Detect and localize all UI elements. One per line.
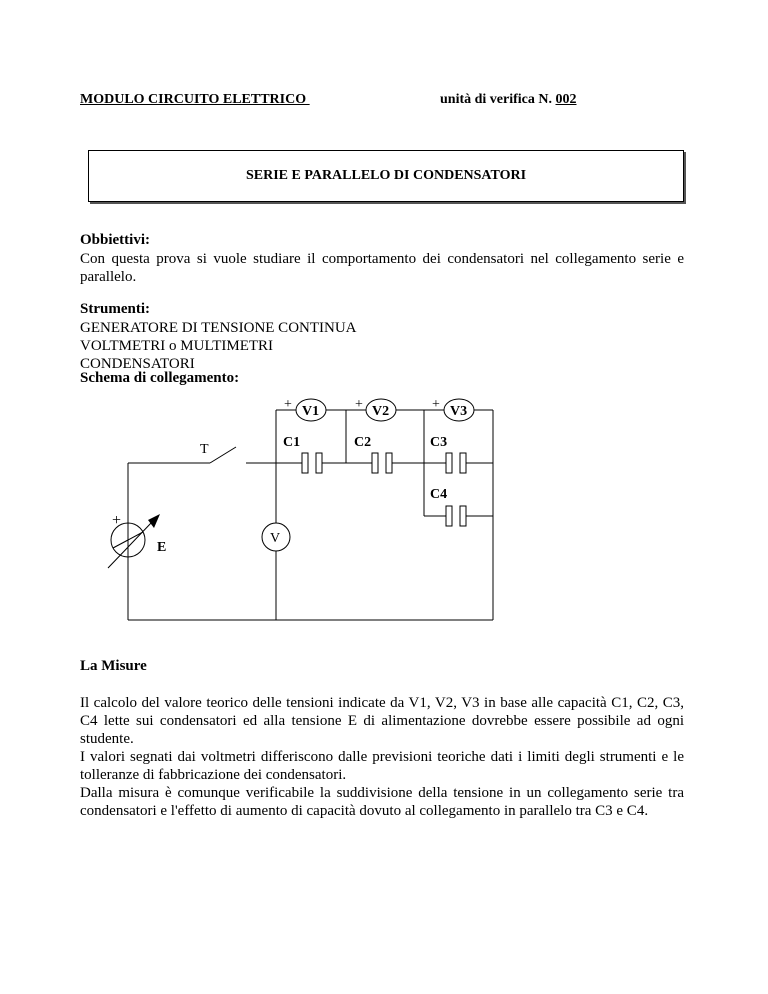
capacitor-c4-symbol bbox=[446, 506, 466, 526]
label-c1: C1 bbox=[283, 435, 301, 450]
measures-heading: La Misure bbox=[80, 658, 147, 674]
capacitor-c2-symbol bbox=[372, 453, 392, 473]
plus-sign: + bbox=[432, 397, 440, 412]
objectives-text: Con questa prova si vuole studiare il comportamento dei condensatori nel collegamento serie e parallelo. bbox=[80, 251, 684, 285]
label-v: V bbox=[270, 531, 281, 546]
label-t: T bbox=[200, 442, 209, 457]
label-v3: V3 bbox=[450, 404, 468, 419]
label-v2: V2 bbox=[372, 404, 390, 419]
instrument-item: VOLTMETRI o MULTIMETRI bbox=[80, 338, 274, 354]
unit-prefix: unità di verifica N. bbox=[440, 92, 556, 107]
source-arrow-head bbox=[148, 514, 160, 528]
capacitor-c3-symbol bbox=[446, 453, 466, 473]
measures-paragraph: I valori segnati dai voltmetri differiscono dalle previsioni teoriche dati i limiti degli strumenti e le tolleranze di fabbricazione dei condensatori. bbox=[80, 749, 684, 783]
instrument-item: GENERATORE DI TENSIONE CONTINUA bbox=[80, 320, 357, 336]
label-v1: V1 bbox=[302, 404, 320, 419]
plus-sign: + bbox=[355, 397, 363, 412]
plus-sign: + bbox=[112, 512, 122, 529]
objectives-heading: Obbiettivi: bbox=[80, 232, 150, 248]
plus-sign: + bbox=[284, 397, 292, 412]
instruments-heading: Strumenti: bbox=[80, 301, 150, 317]
instrument-item: CONDENSATORI bbox=[80, 356, 195, 372]
switch-blade bbox=[210, 447, 236, 463]
label-c4: C4 bbox=[430, 487, 448, 502]
unit-number: 002 bbox=[555, 92, 577, 107]
label-e: E bbox=[157, 540, 167, 555]
label-c3: C3 bbox=[430, 435, 448, 450]
title-box-text: SERIE E PARALLELO DI CONDENSATORI bbox=[245, 168, 527, 183]
label-c2: C2 bbox=[354, 435, 372, 450]
measures-paragraph: Il calcolo del valore teorico delle tensioni indicate da V1, V2, V3 in base alle capacità C1, C2, C3, C4 lette sui condensatori ed alla tensione E di alimentazione dovrebbe essere possibile ad ogni studente. bbox=[80, 695, 684, 747]
module-title: MODULO CIRCUITO ELETTRICO bbox=[80, 92, 310, 107]
measures-text bbox=[80, 694, 684, 820]
schema-heading: Schema di collegamento: bbox=[80, 370, 240, 386]
measures-paragraph: Dalla misura è comunque verificabile la suddivisione della tensione in un collegamento serie tra condensatori e l'effetto di aumento di capacità dovuto al collegamento in parallelo tra C3 e C4. bbox=[80, 785, 684, 819]
capacitor-c1-symbol bbox=[302, 453, 322, 473]
